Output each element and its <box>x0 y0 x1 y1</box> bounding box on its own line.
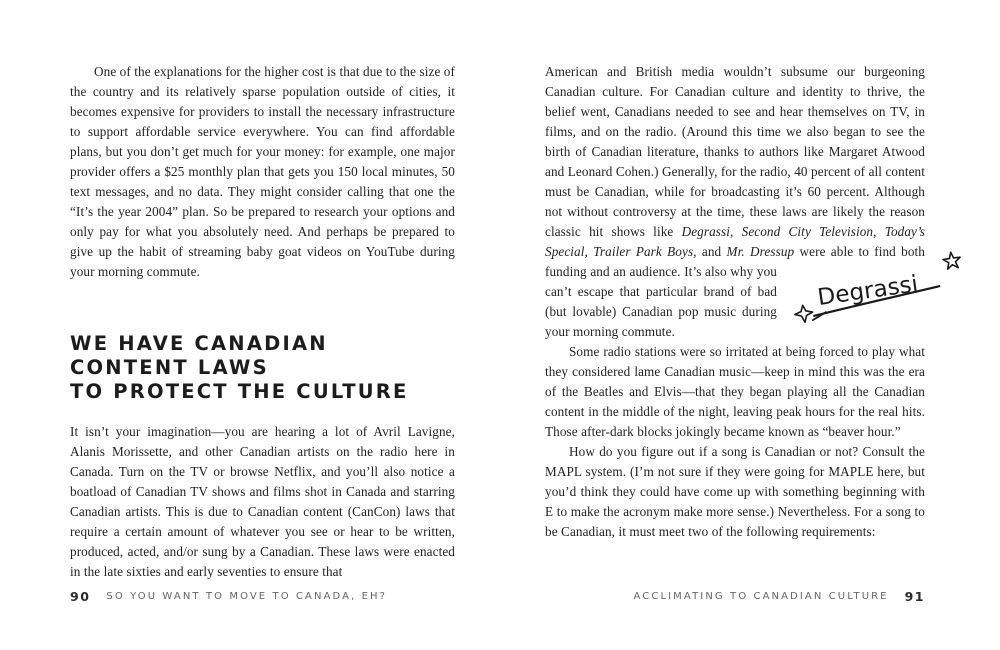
page-right <box>500 0 1000 650</box>
heading-line: TO PROTECT THE CULTURE <box>70 380 409 403</box>
page-number: 91 <box>904 589 925 604</box>
page-number: 90 <box>70 589 91 604</box>
paragraph: One of the explanations for the higher cost is that due to the size of the country and its relatively sparse population outside of cities, it becomes expensive for providers to install the necessary infrastructure to support affordable service everywhere. You can find affordable plans, but you don’t get much for your money: for example, one major provider offers a $25 monthly plan that gets you 150 local minutes, 50 text messages, and no data. They might consider calling that one the “It’s the year 2004” plan. So be prepared to research your options and only pay for what you absolutely need. And perhaps be prepared to give up the habit of streaming baby goat videos on YouTube during your morning commute. <box>70 64 455 279</box>
section-heading <box>70 332 455 404</box>
show-title-italic: Degrassi <box>681 224 731 239</box>
running-title: ACCLIMATING TO CANADIAN CULTURE <box>633 591 889 602</box>
page-footer <box>634 586 925 605</box>
text-run: It’s also why you can’t escape that particular brand of bad (but lovable) Canadian pop music during your morning commute. <box>545 264 777 339</box>
show-title-italic: Today’s Special <box>545 224 925 259</box>
text-run: were able to find both funding and an audience. <box>545 244 925 279</box>
paragraph: It isn’t your imagination—you are hearing a lot of Avril Lavigne, Alanis Morissette, and other Canadian artists on the radio here in Canada. Turn on the TV or browse Netflix, and you’ll also notice a boatload of Canadian TV shows and films shot in Canada and starring Canadian artists. This is due to Canadian content (CanCon) laws that require a certain amount of whatever you see or hear to be written, produced, acted, and/or sung by a Canadian. These laws were enacted in the late sixties and early seventies to ensure that <box>70 424 455 579</box>
star-icon <box>942 251 961 270</box>
text-run: , <box>584 244 594 259</box>
paragraph: Some radio stations were so irritated at being forced to play what they considered lame Canadian music—keep in mind this was the era of the Beatles and Elvis—that they began playing all the Canadian content in the middle of the night, leaving peak hours for the real hits. Those after-dark blocks jokingly became known as “beaver hour.” <box>545 344 925 439</box>
sparkle-icon <box>794 304 814 323</box>
heading-line: WE HAVE CANADIAN CONTENT LAWS <box>70 332 328 379</box>
paragraph-continued <box>545 62 925 342</box>
text-run: American and British media wouldn’t subsume our burgeoning Canadian culture. For Canadian culture and identity to thrive, the belief went, Canadians needed to see and hear themselves on TV, in films, and on the radio. (Around this time we also began to see the birth of Canadian literature, thanks to authors like Margaret Atwood and Leonard Cohen.) Generally, for the radio, 40 percent of all content must be Canadian, while for broadcasting it’s 60 percent. Although not without controversy at the time, these laws are likely the reason classic hit shows like <box>545 64 925 239</box>
text-run: , and <box>693 244 727 259</box>
show-title-italic: Mr. Dressup <box>726 244 795 259</box>
running-title: SO YOU WANT TO MOVE TO CANADA, EH? <box>106 591 388 602</box>
doodle-text: Degrassi <box>815 271 920 312</box>
show-title-italic: Trailer Park Boys <box>593 244 694 259</box>
page-footer <box>70 586 387 605</box>
text-run: , <box>873 224 885 239</box>
show-title-italic: Second City Television <box>741 224 874 239</box>
degrassi-doodle <box>787 262 967 312</box>
text-run: , <box>730 224 742 239</box>
paragraph: How do you figure out if a song is Canadian or not? Consult the MAPL system. (I’m not sure if they were going for MAPLE here, but you’d think they could have come up with something beginning with E to make the acronym make more sense.) Nevertheless. For a song to be Canadian, it must meet two of the following requirements: <box>545 444 925 539</box>
